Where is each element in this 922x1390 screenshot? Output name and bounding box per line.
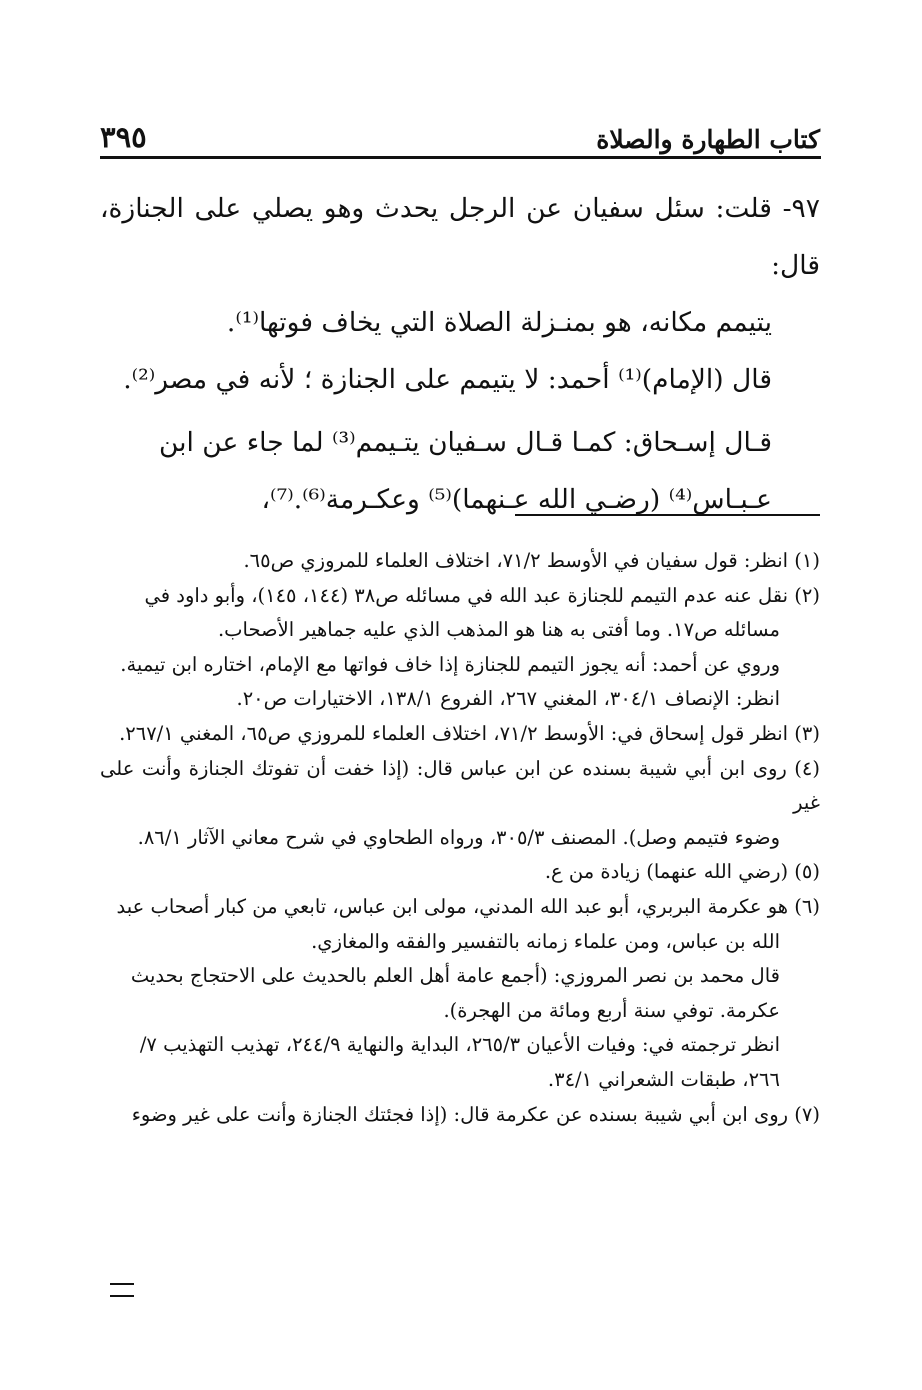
continuation-mark <box>110 1283 134 1297</box>
header-rule <box>100 156 821 159</box>
main-text <box>100 180 820 528</box>
book-title: كتاب الطهارة والصلاة <box>596 125 820 154</box>
main-line: يتيمم مكانه، هو بمنـزلة الصلاة التي يخاف فوتها⁽¹⁾. <box>226 307 772 338</box>
footnote-line: (٧) روى ابن أبي شيبة بسنده عن عكرمة قال: (إذا فجئتك الجنازة وأنت على غير وضوء <box>131 1102 820 1126</box>
footnote-line: مسائله ص١٧. وما أفتى به هنا هو المذهب الذي عليه جماهير الأصحاب. <box>217 618 780 642</box>
footnote-line: (١) انظر: قول سفيان في الأوسط ٧١/٢، اختلاف العلماء للمروزي ص٦٥. <box>243 549 820 572</box>
page-header <box>100 108 820 154</box>
footnote-line: (٤) روى ابن أبي شيبة بسنده عن ابن عباس قال: (إذا خفت أن تفوتك الجنازة وأنت على غير <box>100 756 820 815</box>
footnote-line: ٢٦٦، طبقات الشعراني ٣٤/١. <box>547 1067 780 1091</box>
main-line: قال (الإمام)⁽¹⁾ أحمد: لا يتيمم على الجنازة ؛ لأنه في مصر⁽²⁾. <box>123 364 772 395</box>
footnote-line: (٦) هو عكرمة البربري، أبو عبد الله المدني، مولى ابن عباس، تابعي من كبار أصحاب عبد <box>116 894 820 918</box>
main-line: عـبـاس⁽⁴⁾ (رضـي الله عـنهما)⁽⁵⁾ وعكـرمة⁽⁶⁾.⁽⁷⁾، <box>261 484 772 515</box>
footnote-line: انظر ترجمته في: وفيات الأعيان ٢٦٥/٣، البداية والنهاية ٢٤٤/٩، تهذيب التهذيب ٧/ <box>139 1033 780 1057</box>
footnote-line: الله بن عباس، ومن علماء زمانه بالتفسير والفقه والمغازي. <box>311 929 780 953</box>
footnote-line: (٥) (رضي الله عنهما) زيادة من ع. <box>544 860 820 884</box>
main-line: قـال إسـحاق: كمـا قـال سـفيان يتـيمم⁽³⁾ لما جاء عن ابن <box>158 427 772 458</box>
page-number: ٣٩٥ <box>100 120 147 154</box>
footnote-line: قال محمد بن نصر المروزي: (أجمع عامة أهل العلم بالحديث على الاحتجاج بحديث <box>130 964 780 988</box>
footnote-line: (٢) نقل عنه عدم التيمم للجنازة عبد الله في مسائله ص٣٨ (١٤٤، ١٤٥)، وأبو داود في <box>144 583 820 607</box>
footnote-line: انظر: الإنصاف ٣٠٤/١، المغني ٢٦٧، الفروع ١٣٨/١، الاختيارات ص٢٠. <box>236 687 780 711</box>
footnote-line: وروي عن أحمد: أنه يجوز التيمم للجنازة إذا خاف فواتها مع الإمام، اختاره ابن تيمية. <box>120 652 780 676</box>
footnote-separator <box>515 514 820 516</box>
main-line: ٩٧- قلت: سئل سفيان عن الرجل يحدث وهو يصلي على الجنازة، قال: <box>100 193 820 281</box>
footnote-line: وضوء فتيمم وصل). المصنف ٣٠٥/٣، ورواه الطحاوي في شرح معاني الآثار ٨٦/١. <box>137 825 780 849</box>
footnote-line: عكرمة. توفي سنة أربع ومائة من الهجرة). <box>443 998 780 1022</box>
footnotes <box>100 544 820 1132</box>
footnote-line: (٣) انظر قول إسحاق في: الأوسط ٧١/٢، اختلاف العلماء للمروزي ص٦٥، المغني ٢٦٧/١. <box>119 721 820 745</box>
